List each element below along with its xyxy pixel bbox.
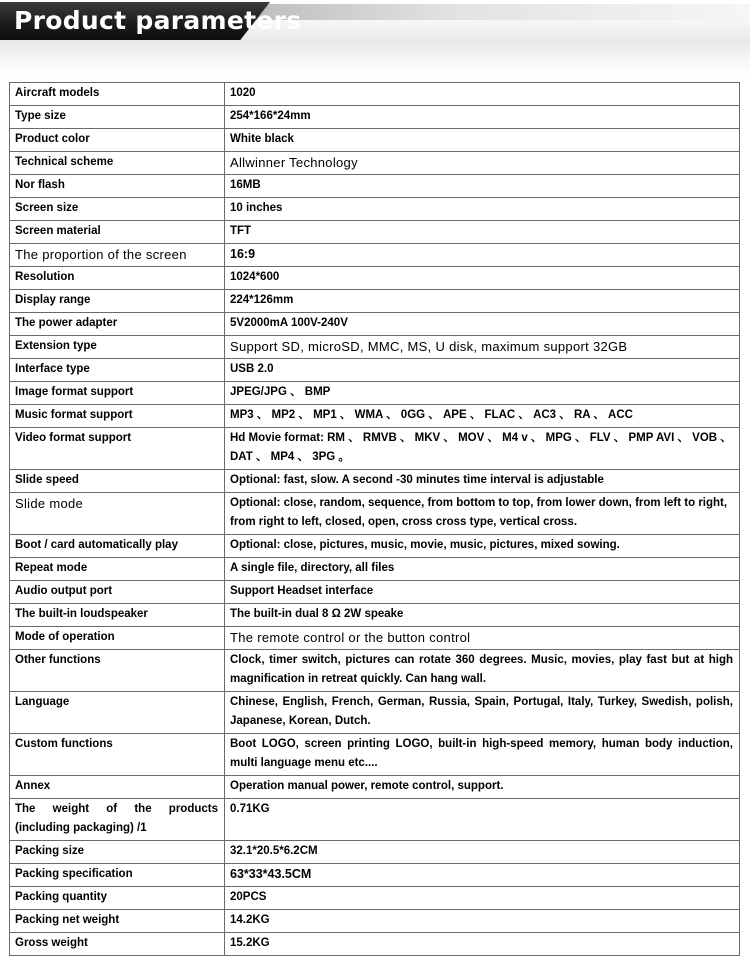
spec-value: Optional: close, pictures, music, movie, music, pictures, mixed sowing. xyxy=(225,535,740,558)
spec-label: Custom functions xyxy=(10,734,225,776)
table-row xyxy=(10,152,740,175)
spec-value: Chinese, English, French, German, Russia, Spain, Portugal, Italy, Turkey, Swedish, polish, Japanese, Korean, Dutch. xyxy=(225,692,740,734)
spec-label: Product color xyxy=(10,129,225,152)
table-row xyxy=(10,558,740,581)
spec-value: 224*126mm xyxy=(225,290,740,313)
table-row xyxy=(10,627,740,650)
spec-label: Screen material xyxy=(10,221,225,244)
page-title: Product parameters xyxy=(14,6,302,35)
spec-label: Interface type xyxy=(10,359,225,382)
spec-value: 1020 xyxy=(225,83,740,106)
table-row xyxy=(10,933,740,956)
spec-label: The power adapter xyxy=(10,313,225,336)
spec-value: 10 inches xyxy=(225,198,740,221)
table-row xyxy=(10,841,740,864)
spec-value: TFT xyxy=(225,221,740,244)
spec-value: The remote control or the button control xyxy=(225,627,740,650)
table-row xyxy=(10,692,740,734)
spec-value: 63*33*43.5CM xyxy=(225,864,740,887)
spec-label: Aircraft models xyxy=(10,83,225,106)
spec-label: Audio output port xyxy=(10,581,225,604)
spec-label: Video format support xyxy=(10,428,225,470)
table-row xyxy=(10,336,740,359)
spec-label: Display range xyxy=(10,290,225,313)
table-row xyxy=(10,106,740,129)
table-row xyxy=(10,910,740,933)
table-row xyxy=(10,221,740,244)
spec-value: 254*166*24mm xyxy=(225,106,740,129)
spec-value: 5V2000mA 100V-240V xyxy=(225,313,740,336)
spec-table-body xyxy=(10,83,740,956)
spec-label: Gross weight xyxy=(10,933,225,956)
table-row xyxy=(10,382,740,405)
spec-value: Operation manual power, remote control, support. xyxy=(225,776,740,799)
table-row xyxy=(10,887,740,910)
spec-value: Clock, timer switch, pictures can rotate 360 degrees. Music, movies, play fast but at high magnification in retreat quickly. Can hang wall. xyxy=(225,650,740,692)
spec-value: MP3 、 MP2 、 MP1 、 WMA 、 0GG 、 APE 、 FLAC 、 AC3 、 RA 、 ACC xyxy=(225,405,740,428)
spec-label: The weight of the products (including packaging) /1 xyxy=(10,799,225,841)
spec-label: Packing specification xyxy=(10,864,225,887)
spec-label: Music format support xyxy=(10,405,225,428)
table-row xyxy=(10,290,740,313)
table-row xyxy=(10,244,740,267)
spec-label: Boot / card automatically play xyxy=(10,535,225,558)
spec-table xyxy=(9,82,740,956)
table-row xyxy=(10,776,740,799)
spec-label: Mode of operation xyxy=(10,627,225,650)
spec-label: Type size xyxy=(10,106,225,129)
spec-value: The built-in dual 8 Ω 2W speake xyxy=(225,604,740,627)
spec-value: Boot LOGO, screen printing LOGO, built-in high-speed memory, human body induction, multi language menu etc.... xyxy=(225,734,740,776)
spec-label: Packing size xyxy=(10,841,225,864)
spec-label: Slide mode xyxy=(10,493,225,535)
spec-value: White black xyxy=(225,129,740,152)
table-row xyxy=(10,267,740,290)
table-row xyxy=(10,799,740,841)
spec-value: 15.2KG xyxy=(225,933,740,956)
spec-label: The built-in loudspeaker xyxy=(10,604,225,627)
spec-value: 16:9 xyxy=(225,244,740,267)
spec-label: Technical scheme xyxy=(10,152,225,175)
table-row xyxy=(10,359,740,382)
spec-label: Packing net weight xyxy=(10,910,225,933)
table-row xyxy=(10,470,740,493)
spec-label: Repeat mode xyxy=(10,558,225,581)
table-row xyxy=(10,405,740,428)
spec-value: Allwinner Technology xyxy=(225,152,740,175)
header-banner xyxy=(0,0,750,75)
table-row xyxy=(10,864,740,887)
spec-label: Language xyxy=(10,692,225,734)
spec-label: Resolution xyxy=(10,267,225,290)
spec-label: Extension type xyxy=(10,336,225,359)
spec-label: Packing quantity xyxy=(10,887,225,910)
table-row xyxy=(10,428,740,470)
table-row xyxy=(10,129,740,152)
spec-value: Support SD, microSD, MMC, MS, U disk, maximum support 32GB xyxy=(225,336,740,359)
table-row xyxy=(10,83,740,106)
spec-value: A single file, directory, all files xyxy=(225,558,740,581)
spec-label: Nor flash xyxy=(10,175,225,198)
spec-label: The proportion of the screen xyxy=(10,244,225,267)
table-row xyxy=(10,650,740,692)
table-row xyxy=(10,175,740,198)
spec-label: Screen size xyxy=(10,198,225,221)
spec-value: 1024*600 xyxy=(225,267,740,290)
spec-value: Optional: close, random, sequence, from bottom to top, from lower down, from left to right, from right to left, closed, open, cross cross type, vertical cross. xyxy=(225,493,740,535)
spec-value: 16MB xyxy=(225,175,740,198)
table-row xyxy=(10,493,740,535)
table-row xyxy=(10,604,740,627)
spec-value: Support Headset interface xyxy=(225,581,740,604)
spec-value: USB 2.0 xyxy=(225,359,740,382)
spec-label: Annex xyxy=(10,776,225,799)
table-row xyxy=(10,313,740,336)
spec-value: Optional: fast, slow. A second -30 minutes time interval is adjustable xyxy=(225,470,740,493)
table-row xyxy=(10,198,740,221)
banner-decorative-stripe xyxy=(250,4,750,20)
spec-label: Image format support xyxy=(10,382,225,405)
table-row xyxy=(10,581,740,604)
spec-value: 14.2KG xyxy=(225,910,740,933)
spec-label: Other functions xyxy=(10,650,225,692)
spec-value: 32.1*20.5*6.2CM xyxy=(225,841,740,864)
table-row xyxy=(10,535,740,558)
spec-value: Hd Movie format: RM 、 RMVB 、 MKV 、 MOV 、 M4 v 、 MPG 、 FLV 、 PMP AVI 、 VOB 、 DAT 、 MP4 、 3PG 。 xyxy=(225,428,740,470)
table-row xyxy=(10,734,740,776)
spec-value: 20PCS xyxy=(225,887,740,910)
spec-value: 0.71KG xyxy=(225,799,740,841)
spec-label: Slide speed xyxy=(10,470,225,493)
spec-value: JPEG/JPG 、 BMP xyxy=(225,382,740,405)
